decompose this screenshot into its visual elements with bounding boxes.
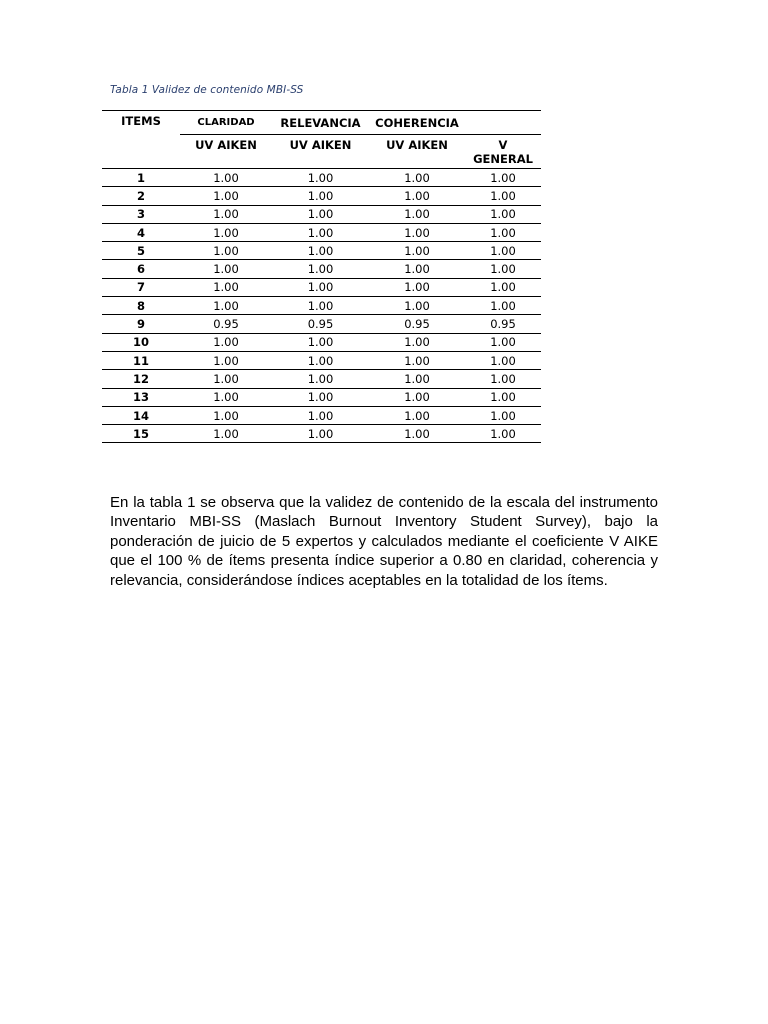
cell-claridad: 1.00 (180, 333, 272, 351)
cell-claridad: 1.00 (180, 242, 272, 260)
cell-claridad: 1.00 (180, 205, 272, 223)
cell-item: 15 (102, 425, 180, 443)
cell-relevancia: 1.00 (272, 406, 369, 424)
cell-v-general: 1.00 (465, 278, 541, 296)
cell-claridad: 0.95 (180, 315, 272, 333)
table-row (102, 187, 541, 205)
cell-relevancia: 1.00 (272, 333, 369, 351)
cell-v-general: 1.00 (465, 169, 541, 187)
cell-claridad: 1.00 (180, 260, 272, 278)
body-paragraph: En la tabla 1 se observa que la validez de contenido de la escala del instrumento Inventario MBI-SS (Maslach Burnout Inventory Student Survey), bajo la ponderación de juicio de 5 expertos y calculados mediante el coeficiente V AIKE que el 100 % de ítems presenta índice superior a 0.80 en claridad, coherencia y relevancia, considerándose índices aceptables en la totalidad de los ítems. (110, 494, 658, 589)
cell-v-general: 1.00 (465, 351, 541, 369)
table-row (102, 260, 541, 278)
header-coherencia: COHERENCIA (375, 115, 459, 130)
cell-claridad: 1.00 (180, 278, 272, 296)
table-row (102, 351, 541, 369)
cell-relevancia: 1.00 (272, 388, 369, 406)
cell-relevancia: 1.00 (272, 425, 369, 443)
header-row-criteria (102, 111, 541, 135)
cell-claridad: 1.00 (180, 370, 272, 388)
cell-item: 13 (102, 388, 180, 406)
header-items: ITEMS (121, 114, 161, 128)
table-row (102, 370, 541, 388)
validity-table (102, 110, 541, 443)
header-v-general-line1: V (498, 138, 508, 152)
cell-relevancia: 1.00 (272, 205, 369, 223)
table-row (102, 315, 541, 333)
table-row (102, 169, 541, 187)
cell-coherencia: 1.00 (369, 425, 465, 443)
cell-item: 7 (102, 278, 180, 296)
cell-item: 10 (102, 333, 180, 351)
cell-v-general: 1.00 (465, 187, 541, 205)
cell-claridad: 1.00 (180, 406, 272, 424)
cell-coherencia: 1.00 (369, 187, 465, 205)
table-row (102, 205, 541, 223)
header-claridad: CLARIDAD (197, 117, 255, 128)
cell-v-general: 1.00 (465, 242, 541, 260)
cell-item: 5 (102, 242, 180, 260)
header-relevancia: RELEVANCIA (280, 115, 361, 130)
cell-v-general: 1.00 (465, 297, 541, 315)
cell-claridad: 1.00 (180, 351, 272, 369)
cell-relevancia: 1.00 (272, 223, 369, 241)
header-v-general-line2: GENERAL (473, 152, 533, 166)
cell-relevancia: 1.00 (272, 370, 369, 388)
cell-item: 4 (102, 223, 180, 241)
cell-relevancia: 1.00 (272, 297, 369, 315)
cell-claridad: 1.00 (180, 187, 272, 205)
cell-coherencia: 1.00 (369, 278, 465, 296)
cell-coherencia: 1.00 (369, 242, 465, 260)
cell-claridad: 1.00 (180, 169, 272, 187)
table-row (102, 388, 541, 406)
cell-coherencia: 1.00 (369, 406, 465, 424)
cell-item: 14 (102, 406, 180, 424)
header-v-general (465, 135, 541, 169)
cell-coherencia: 1.00 (369, 260, 465, 278)
cell-item: 12 (102, 370, 180, 388)
table-caption: Tabla 1 Validez de contenido MBI-SS (110, 84, 304, 96)
cell-coherencia: 0.95 (369, 315, 465, 333)
cell-v-general: 1.00 (465, 406, 541, 424)
cell-item: 11 (102, 351, 180, 369)
cell-relevancia: 1.00 (272, 169, 369, 187)
header-uv-aiken-coherencia: UV AIKEN (369, 135, 465, 169)
table-row (102, 297, 541, 315)
cell-coherencia: 1.00 (369, 333, 465, 351)
cell-v-general: 1.00 (465, 260, 541, 278)
cell-coherencia: 1.00 (369, 169, 465, 187)
cell-item: 6 (102, 260, 180, 278)
cell-relevancia: 1.00 (272, 260, 369, 278)
cell-relevancia: 1.00 (272, 242, 369, 260)
table-row (102, 406, 541, 424)
cell-coherencia: 1.00 (369, 297, 465, 315)
cell-item: 2 (102, 187, 180, 205)
cell-coherencia: 1.00 (369, 223, 465, 241)
cell-relevancia: 1.00 (272, 278, 369, 296)
cell-v-general: 1.00 (465, 205, 541, 223)
cell-v-general: 1.00 (465, 370, 541, 388)
cell-coherencia: 1.00 (369, 205, 465, 223)
cell-relevancia: 1.00 (272, 351, 369, 369)
cell-claridad: 1.00 (180, 223, 272, 241)
cell-coherencia: 1.00 (369, 351, 465, 369)
table-row (102, 333, 541, 351)
cell-item: 9 (102, 315, 180, 333)
header-uv-aiken-claridad: UV AIKEN (180, 135, 272, 169)
cell-relevancia: 0.95 (272, 315, 369, 333)
cell-relevancia: 1.00 (272, 187, 369, 205)
header-blank (465, 111, 541, 135)
cell-item: 1 (102, 169, 180, 187)
cell-v-general: 1.00 (465, 223, 541, 241)
table-row (102, 278, 541, 296)
table-row (102, 223, 541, 241)
header-uv-aiken-relevancia: UV AIKEN (272, 135, 369, 169)
cell-item: 8 (102, 297, 180, 315)
cell-claridad: 1.00 (180, 425, 272, 443)
table-row (102, 425, 541, 443)
cell-claridad: 1.00 (180, 297, 272, 315)
cell-coherencia: 1.00 (369, 388, 465, 406)
cell-item: 3 (102, 205, 180, 223)
cell-v-general: 0.95 (465, 315, 541, 333)
cell-claridad: 1.00 (180, 388, 272, 406)
cell-coherencia: 1.00 (369, 370, 465, 388)
cell-v-general: 1.00 (465, 388, 541, 406)
table-row (102, 242, 541, 260)
cell-v-general: 1.00 (465, 333, 541, 351)
cell-v-general: 1.00 (465, 425, 541, 443)
